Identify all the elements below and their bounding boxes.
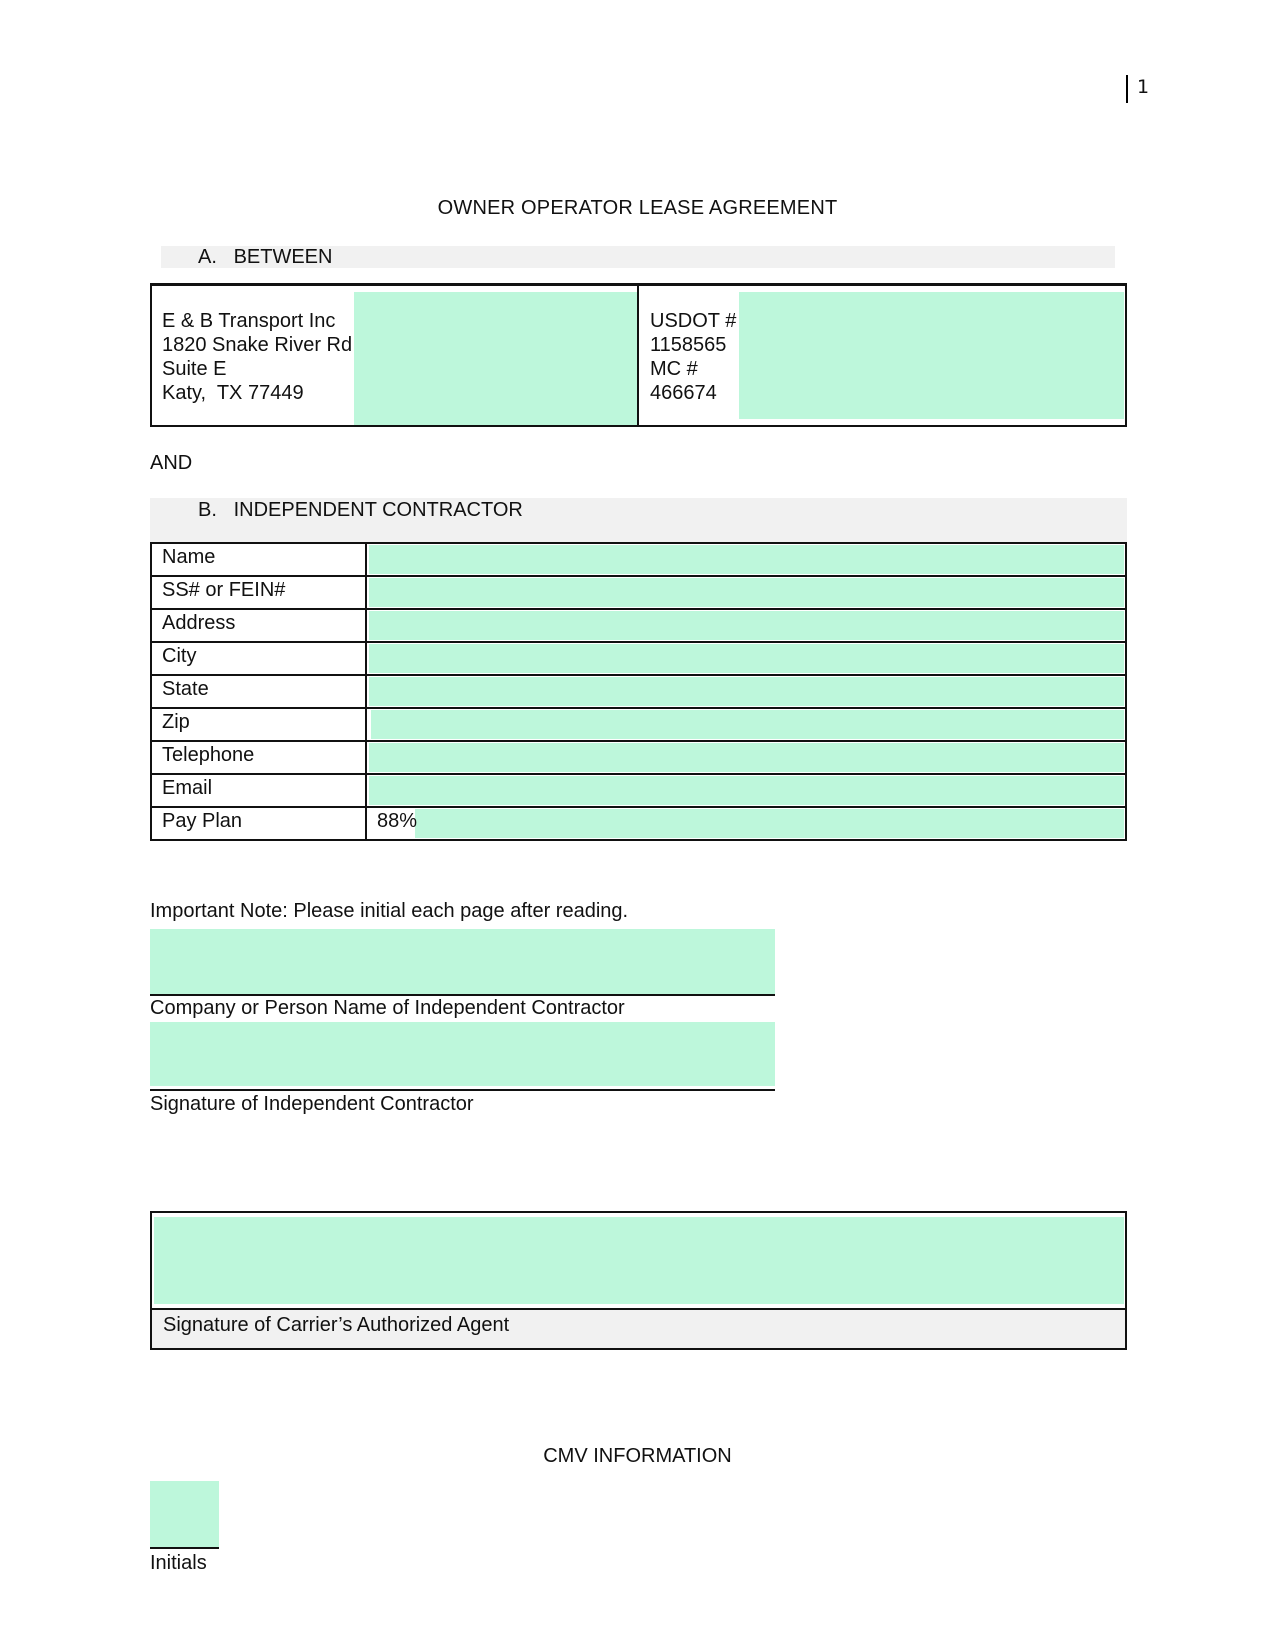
mc-label: MC #	[650, 358, 698, 380]
carrier-suite: Suite E	[162, 358, 227, 380]
contractor-signature-caption: Signature of Independent Contractor	[150, 1093, 474, 1115]
cmv-information-heading: CMV INFORMATION	[543, 1445, 732, 1467]
carrier-authority-box	[637, 283, 1127, 427]
mc-value: 466674	[650, 382, 717, 404]
carrier-city-state-zip: Katy, TX 77449	[162, 382, 304, 404]
table-row	[151, 609, 1126, 642]
section-b-label: B. INDEPENDENT CONTRACTOR	[198, 499, 523, 521]
carrier-signature-caption: Signature of Carrier’s Authorized Agent	[163, 1314, 510, 1336]
carrier-address-field[interactable]	[354, 292, 639, 425]
city-field-fill	[369, 644, 1124, 673]
email-field[interactable]	[366, 774, 1126, 807]
carrier-street: 1820 Snake River Rd	[162, 334, 353, 356]
city-label: City	[151, 642, 366, 675]
ss-fein-field-fill	[369, 578, 1124, 607]
initials-field[interactable]	[150, 1481, 219, 1547]
pay-plan-label: Pay Plan	[151, 807, 366, 840]
company-name-caption: Company or Person Name of Independent Contractor	[150, 997, 625, 1019]
carrier-authority-field[interactable]	[739, 292, 1124, 419]
table-row	[151, 708, 1126, 741]
ss-fein-label: SS# or FEIN#	[151, 576, 366, 609]
page-number: 1	[1137, 76, 1150, 98]
name-field-fill	[369, 545, 1124, 574]
city-field[interactable]	[366, 642, 1126, 675]
pay-plan-field-fill	[415, 809, 1124, 838]
page-number-divider	[1126, 75, 1128, 103]
table-row	[151, 741, 1126, 774]
address-field[interactable]	[366, 609, 1126, 642]
state-label: State	[151, 675, 366, 708]
document-title: OWNER OPERATOR LEASE AGREEMENT	[437, 197, 838, 219]
zip-label: Zip	[151, 708, 366, 741]
initials-underline	[150, 1547, 219, 1549]
company-name-field[interactable]	[150, 929, 775, 994]
important-note: Important Note: Please initial each page after reading.	[150, 900, 629, 922]
name-label: Name	[151, 543, 366, 576]
usdot-label: USDOT #	[650, 310, 737, 332]
initials-caption: Initials	[150, 1552, 207, 1574]
zip-field[interactable]	[366, 708, 1126, 741]
email-label: Email	[151, 774, 366, 807]
ss-fein-field[interactable]	[366, 576, 1126, 609]
telephone-field-fill	[369, 743, 1124, 772]
independent-contractor-table	[150, 542, 1127, 841]
contractor-signature-underline	[150, 1089, 775, 1091]
email-field-fill	[369, 776, 1124, 805]
telephone-field[interactable]	[366, 741, 1126, 774]
address-field-fill	[369, 611, 1124, 640]
pay-plan-value: 88%	[377, 810, 418, 832]
table-row	[151, 576, 1126, 609]
pay-plan-field[interactable]	[366, 807, 1126, 840]
carrier-name: E & B Transport Inc	[162, 310, 336, 332]
state-field-fill	[369, 677, 1124, 706]
table-row	[151, 807, 1126, 840]
state-field[interactable]	[366, 675, 1126, 708]
table-row	[151, 675, 1126, 708]
zip-field-fill	[371, 710, 1124, 739]
contractor-signature-field[interactable]	[150, 1022, 775, 1086]
carrier-signature-field[interactable]	[154, 1217, 1124, 1304]
carrier-address-box	[150, 283, 639, 427]
usdot-value: 1158565	[650, 334, 727, 356]
name-field[interactable]	[366, 543, 1126, 576]
table-row	[151, 774, 1126, 807]
table-row	[151, 543, 1126, 576]
table-row	[151, 642, 1126, 675]
carrier-signature-box	[150, 1211, 1127, 1350]
and-separator: AND	[150, 452, 193, 474]
section-a-label: A. BETWEEN	[198, 246, 333, 268]
telephone-label: Telephone	[151, 741, 366, 774]
address-label: Address	[151, 609, 366, 642]
